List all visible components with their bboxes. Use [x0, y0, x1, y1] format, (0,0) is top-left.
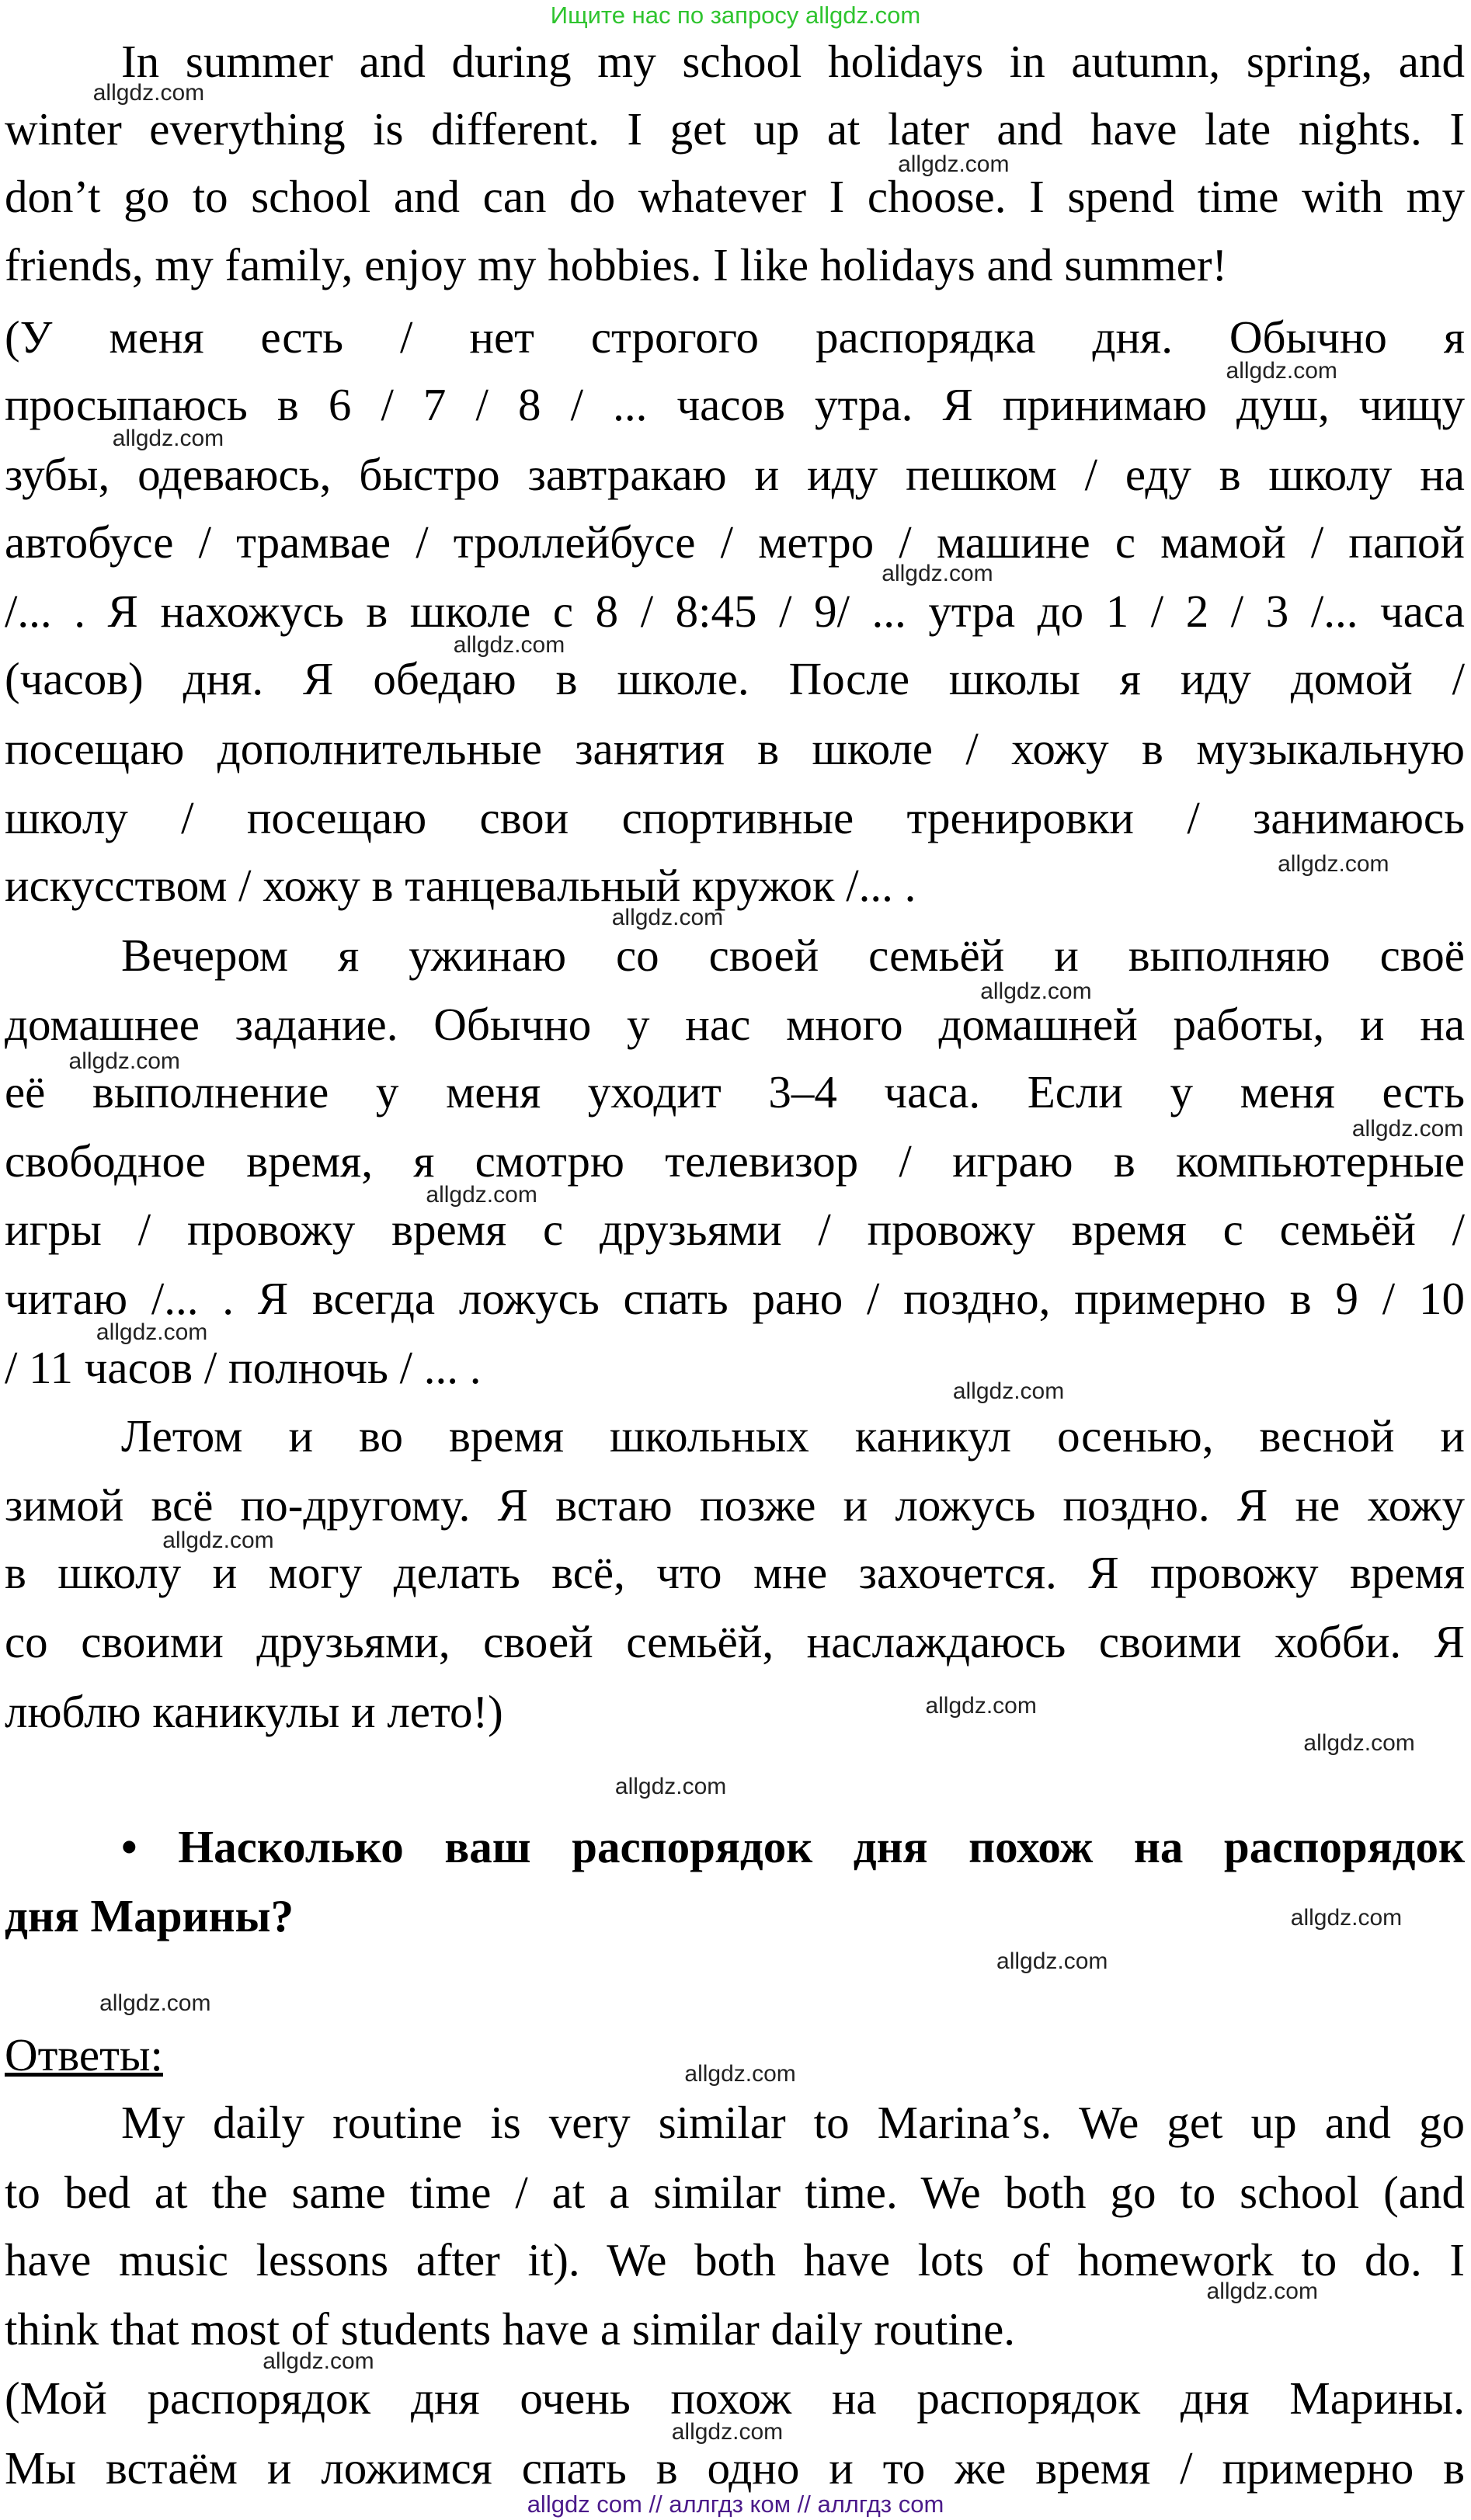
text-line	[5, 27, 1465, 96]
text-line	[5, 1195, 1465, 1263]
watermark: allgdz.com	[162, 1527, 274, 1553]
watermark: allgdz.com	[426, 1182, 537, 1208]
watermark: allgdz.com	[980, 978, 1092, 1005]
text-line	[5, 1264, 1465, 1333]
watermark: allgdz.com	[671, 2419, 784, 2445]
text-line	[5, 162, 1465, 231]
question-line	[5, 1882, 1465, 1950]
watermark: allgdz.com	[882, 561, 993, 587]
line-text: In summer and during my school holidays in autumn, spring, and	[121, 35, 1465, 87]
line-text: friends, my family, enjoy my hobbies. I like holidays and summer!	[5, 238, 1228, 290]
line-text: зимой всё по-другому. Я встаю позже и ложусь поздно. Я не хожу	[5, 1479, 1465, 1531]
watermark: allgdz.com	[1278, 851, 1389, 878]
text-line	[5, 1058, 1465, 1126]
watermark: allgdz.com	[1290, 1904, 1403, 1931]
watermark: allgdz.com	[614, 1774, 727, 1800]
watermark: allgdz.com	[898, 151, 1010, 177]
line-text: to bed at the same time / at a similar time. We both go to school (and	[5, 2166, 1465, 2218]
line-text: (У меня есть / нет строгого распорядка дня. Обычно я	[5, 311, 1465, 363]
line-text: домашнее задание. Обычно у нас много домашней работы, и на	[5, 998, 1465, 1050]
watermark: allgdz.com	[1351, 1115, 1464, 1142]
question-line	[5, 1813, 1465, 1881]
line-text: читаю /... . Я всегда ложусь спать рано / поздно, примерно в 9 / 10	[5, 1272, 1465, 1324]
text-line	[5, 1608, 1465, 1676]
text-line	[5, 2088, 1465, 2157]
text-line	[5, 508, 1465, 576]
line-text: Мы встаём и ложимся спать в одно и то же время / примерно в	[5, 2442, 1465, 2494]
text-line	[5, 921, 1465, 989]
line-text: автобусе / трамвае / троллейбусе / метро / машине с мамой / папой	[5, 516, 1465, 568]
line-text: в школу и могу делать всё, что мне захочется. Я провожу время	[5, 1547, 1465, 1599]
text-line	[5, 1402, 1465, 1470]
watermark: allgdz.com	[684, 2061, 796, 2087]
line-text: школу / посещаю свои спортивные тренировки / занимаюсь	[5, 792, 1465, 844]
text-line	[5, 784, 1465, 852]
watermark: allgdz.com	[112, 425, 224, 451]
text-line	[5, 2158, 1465, 2226]
text-line	[5, 645, 1465, 713]
line-text: My daily routine is very similar to Marina’s. We get up and go	[121, 2097, 1465, 2149]
line-text: think that most of students have a similar daily routine.	[5, 2303, 1016, 2355]
watermark: allgdz.com	[99, 1990, 211, 2016]
watermark: allgdz.com	[96, 1319, 208, 1345]
line-text: игры / провожу время с друзьями / провожу время с семьёй /	[5, 1203, 1465, 1255]
line-text: Ответы:	[5, 2029, 163, 2081]
text-line	[5, 851, 1465, 919]
watermark: allgdz.com	[263, 2348, 374, 2374]
line-text: winter everything is different. I get up at later and have late nights. I	[5, 103, 1465, 155]
line-text: её выполнение у меня уходит 3–4 часа. Если у меня есть	[5, 1066, 1465, 1118]
line-text: Вечером я ужинаю со своей семьёй и выполняю своё	[121, 929, 1465, 981]
line-text: /... . Я нахожусь в школе с 8 / 8:45 / 9/ ... утра до 1 / 2 / 3 /... часа	[5, 586, 1465, 638]
watermark: allgdz.com	[1303, 1730, 1415, 1757]
line-text: дня Марины?	[5, 1890, 294, 1942]
watermark: allgdz.com	[68, 1048, 180, 1074]
line-text: have music lessons after it). We both have lots of homework to do. I	[5, 2233, 1465, 2285]
line-text: don’t go to school and can do whatever I choose. I spend time with my	[5, 171, 1465, 223]
text-line	[5, 714, 1465, 783]
line-text: свободное время, я смотрю телевизор / играю в компьютерные	[5, 1135, 1465, 1187]
line-text: / 11 часов / полночь / ... .	[5, 1342, 482, 1394]
line-text: Летом и во время школьных каникул осенью, весной и	[121, 1409, 1465, 1462]
footer-banner: allgdz com // аллгдз ком // аллгдз com	[527, 2490, 944, 2518]
text-line	[5, 577, 1465, 645]
text-line	[5, 1677, 1465, 1746]
watermark: allgdz.com	[453, 631, 565, 658]
line-text: (часов) дня. Я обедаю в школе. После школы я иду домой /	[5, 653, 1465, 705]
line-text: зубы, одеваюсь, быстро завтракаю и иду пешком / еду в школу на	[5, 448, 1465, 500]
line-text: (Мой распорядок дня очень похож на распорядок дня Марины.	[5, 2372, 1465, 2424]
watermark: allgdz.com	[925, 1693, 1037, 1719]
watermark: allgdz.com	[92, 80, 205, 106]
watermark: allgdz.com	[1226, 357, 1337, 384]
line-text: люблю каникулы и лето!)	[5, 1685, 503, 1737]
watermark: allgdz.com	[1206, 2278, 1318, 2305]
line-text: • Насколько ваш распорядок дня похож на распорядок	[121, 1821, 1465, 1873]
line-text: искусством / хожу в танцевальный кружок /... .	[5, 860, 916, 912]
line-text: просыпаюсь в 6 / 7 / 8 / ... часов утра. Я принимаю душ, чищу	[5, 379, 1465, 431]
text-line	[5, 95, 1465, 163]
text-line	[5, 231, 1465, 299]
watermark: allgdz.com	[611, 904, 724, 930]
text-line	[5, 990, 1465, 1058]
text-line	[5, 1333, 1465, 1402]
watermark: allgdz.com	[996, 1948, 1108, 1974]
line-text: со своими друзьями, своей семьёй, наслаждаюсь своими хобби. Я	[5, 1616, 1465, 1668]
text-line	[5, 1127, 1465, 1195]
line-text: посещаю дополнительные занятия в школе / хожу в музыкальную	[5, 722, 1465, 774]
search-banner: Ищите нас по запросу allgdz.com	[550, 2, 921, 29]
watermark: allgdz.com	[952, 1378, 1065, 1405]
